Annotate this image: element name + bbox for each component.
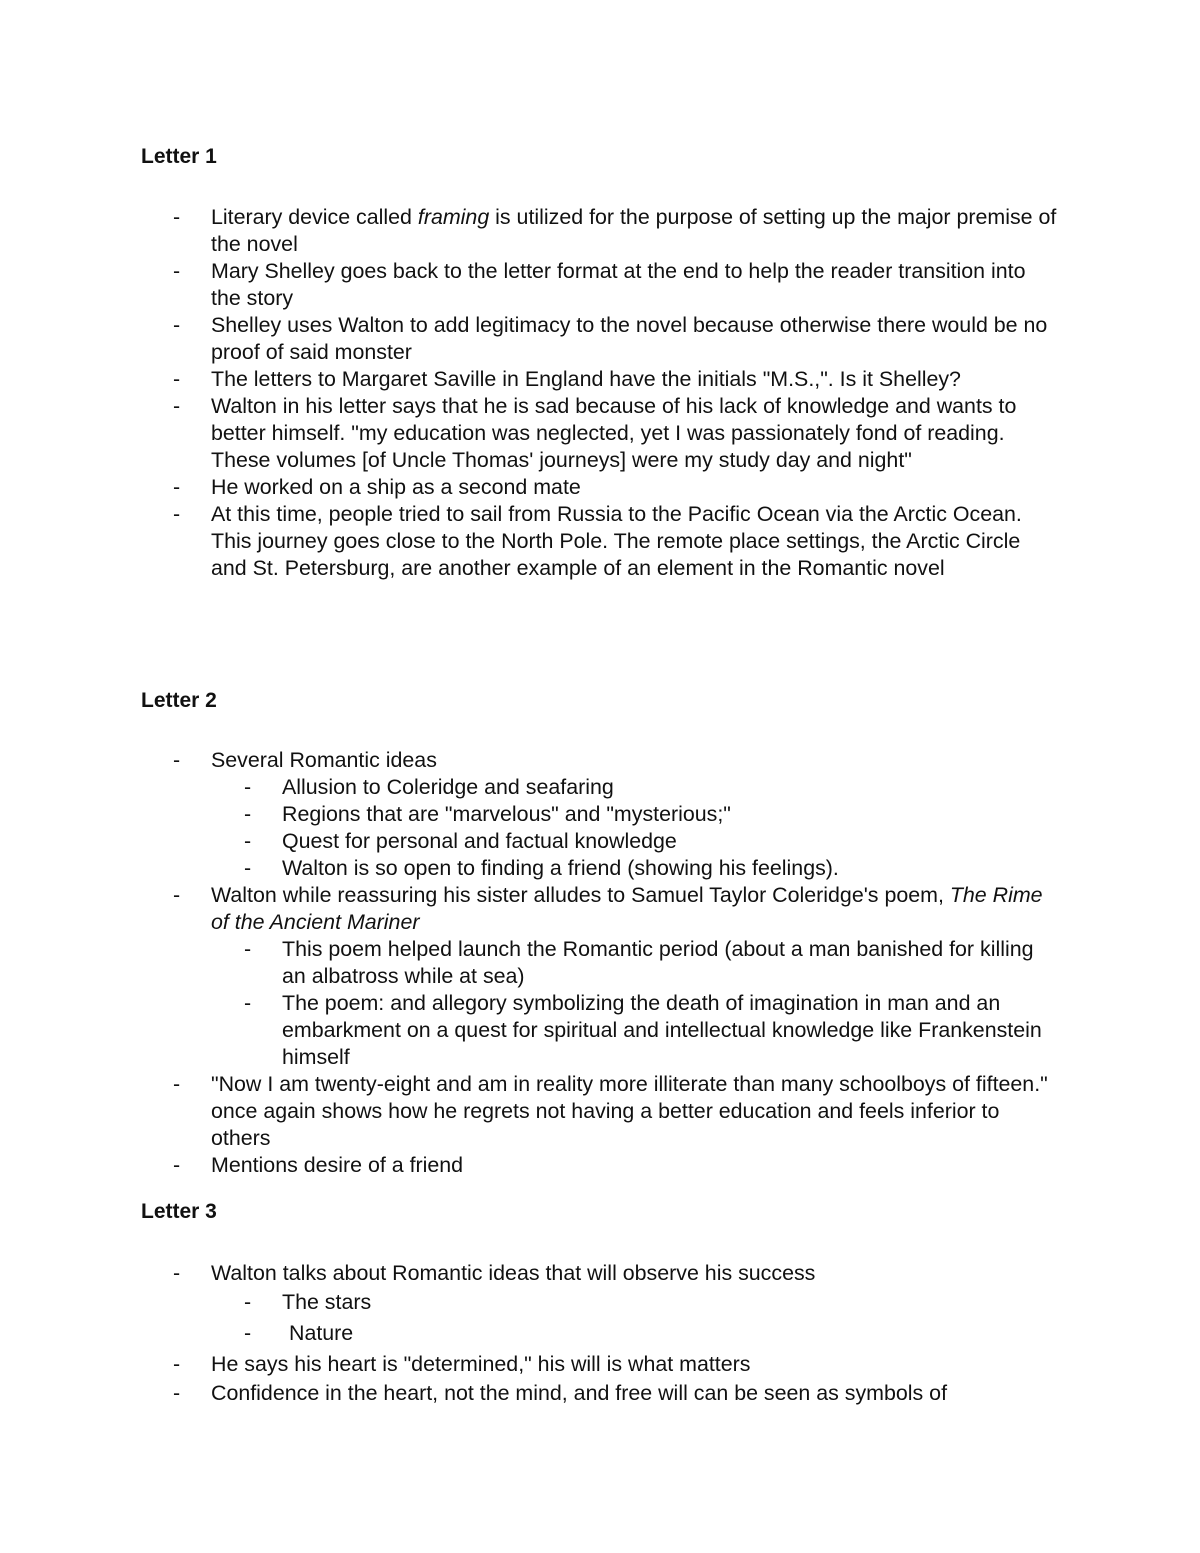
bullet-dash: - bbox=[173, 1072, 181, 1096]
sub-item-text: This poem helped launch the Romantic period (about a man banished for killing an albatross while at sea) bbox=[282, 937, 1034, 988]
list-item bbox=[0, 501, 1061, 582]
bullet-dash: - bbox=[244, 991, 252, 1015]
bullet-dash: - bbox=[173, 313, 181, 337]
letter-3-heading: Letter 3 bbox=[141, 1200, 217, 1223]
bullet-dash: - bbox=[173, 1153, 181, 1177]
item-text-emphasis: framing bbox=[417, 205, 490, 229]
list-item bbox=[0, 1260, 1061, 1349]
item-text: The letters to Margaret Saville in England have the initials "M.S.,". Is it Shelley? bbox=[211, 367, 961, 391]
letter-2-list bbox=[0, 747, 1061, 1179]
bullet-dash: - bbox=[173, 1352, 181, 1376]
bullet-dash: - bbox=[244, 937, 252, 961]
bullet-dash: - bbox=[244, 802, 252, 826]
sub-item-text: Quest for personal and factual knowledge bbox=[282, 829, 677, 853]
sub-item-text: Allusion to Coleridge and seafaring bbox=[282, 775, 614, 799]
letter-2-heading: Letter 2 bbox=[141, 689, 217, 712]
bullet-dash: - bbox=[173, 748, 181, 772]
sub-list-item bbox=[0, 1287, 1062, 1318]
list-item bbox=[0, 258, 1061, 312]
sub-item-text: Nature bbox=[289, 1321, 354, 1345]
sub-list bbox=[211, 936, 1061, 1071]
sub-list-item bbox=[0, 801, 1062, 828]
sub-list-item bbox=[0, 828, 1062, 855]
item-text: He worked on a ship as a second mate bbox=[211, 475, 581, 499]
letter-1-heading: Letter 1 bbox=[141, 145, 217, 168]
item-text: Mary Shelley goes back to the letter format at the end to help the reader transition into the story bbox=[211, 259, 1026, 310]
sub-list-item bbox=[0, 1318, 1062, 1349]
list-item bbox=[0, 366, 1061, 393]
bullet-dash: - bbox=[244, 1290, 252, 1314]
sub-item-text: Regions that are "marvelous" and "mysterious;" bbox=[282, 802, 731, 826]
letter-3-list bbox=[0, 1260, 1061, 1407]
bullet-dash: - bbox=[244, 775, 252, 799]
sub-list bbox=[211, 774, 1061, 882]
item-text: He says his heart is "determined," his will is what matters bbox=[211, 1352, 751, 1376]
poem-title: The Rime of the Ancient Mariner bbox=[211, 883, 1043, 934]
item-text: Mentions desire of a friend bbox=[211, 1153, 464, 1177]
sub-item-text: Walton is so open to finding a friend (showing his feelings). bbox=[282, 856, 839, 880]
bullet-dash: - bbox=[173, 502, 181, 526]
sub-list-item bbox=[0, 774, 1062, 801]
bullet-dash: - bbox=[173, 394, 181, 418]
item-text-post: is utilized for the purpose of setting up the major premise of the novel bbox=[211, 205, 1057, 256]
item-text: "Now I am twenty-eight and am in reality more illiterate than many schoolboys of fifteen." once again shows how he regrets not having a better education and feels inferior to others bbox=[211, 1072, 1048, 1150]
sub-item-text: The stars bbox=[282, 1290, 372, 1314]
letter-1-list bbox=[0, 204, 1061, 582]
bullet-dash: - bbox=[244, 856, 252, 880]
item-text: Walton talks about Romantic ideas that will observe his success bbox=[211, 1261, 816, 1285]
item-text: Several Romantic ideas bbox=[211, 748, 437, 772]
bullet-dash: - bbox=[244, 1321, 252, 1345]
list-item bbox=[0, 474, 1061, 501]
list-item bbox=[0, 393, 1061, 474]
sub-list-item bbox=[0, 990, 1062, 1071]
sub-item-text: The poem: and allegory symbolizing the death of imagination in man and an embarkment on a quest for spiritual and intellectual knowledge like Frankenstein himself bbox=[282, 991, 1042, 1069]
list-item bbox=[0, 1152, 1061, 1179]
sub-list-item bbox=[0, 936, 1062, 990]
list-item bbox=[0, 204, 1061, 258]
list-item bbox=[0, 1349, 1061, 1380]
item-text-pre: Literary device called bbox=[211, 205, 418, 229]
bullet-dash: - bbox=[173, 259, 181, 283]
bullet-dash: - bbox=[173, 475, 181, 499]
bullet-dash: - bbox=[173, 1261, 181, 1285]
item-text: Shelley uses Walton to add legitimacy to the novel because otherwise there would be no proof of said monster bbox=[211, 313, 1048, 364]
bullet-dash: - bbox=[173, 883, 181, 907]
sub-list bbox=[211, 1287, 1061, 1349]
list-item bbox=[0, 1380, 1061, 1407]
bullet-dash: - bbox=[173, 367, 181, 391]
bullet-dash: - bbox=[173, 205, 181, 229]
bullet-dash: - bbox=[244, 829, 252, 853]
item-text: At this time, people tried to sail from Russia to the Pacific Ocean via the Arctic Ocean. This journey goes close to the North Pole. The remote place settings, the Arctic Circle and St. Petersburg, are another example of an element in the Romantic novel bbox=[211, 502, 1022, 580]
item-text: Walton in his letter says that he is sad because of his lack of knowledge and wants to better himself. "my education was neglected, yet I was passionately fond of reading. These volumes [of Uncle Thomas' journeys] were my study day and night" bbox=[211, 394, 1017, 472]
item-text-pre: Walton while reassuring his sister alludes to Samuel Taylor Coleridge's poem, bbox=[211, 883, 950, 907]
list-item bbox=[0, 747, 1061, 882]
list-item bbox=[0, 312, 1061, 366]
list-item bbox=[0, 882, 1061, 1071]
item-text: Confidence in the heart, not the mind, and free will can be seen as symbols of bbox=[211, 1381, 948, 1405]
sub-list-item bbox=[0, 855, 1062, 882]
bullet-dash: - bbox=[173, 1381, 181, 1405]
list-item bbox=[0, 1071, 1061, 1152]
